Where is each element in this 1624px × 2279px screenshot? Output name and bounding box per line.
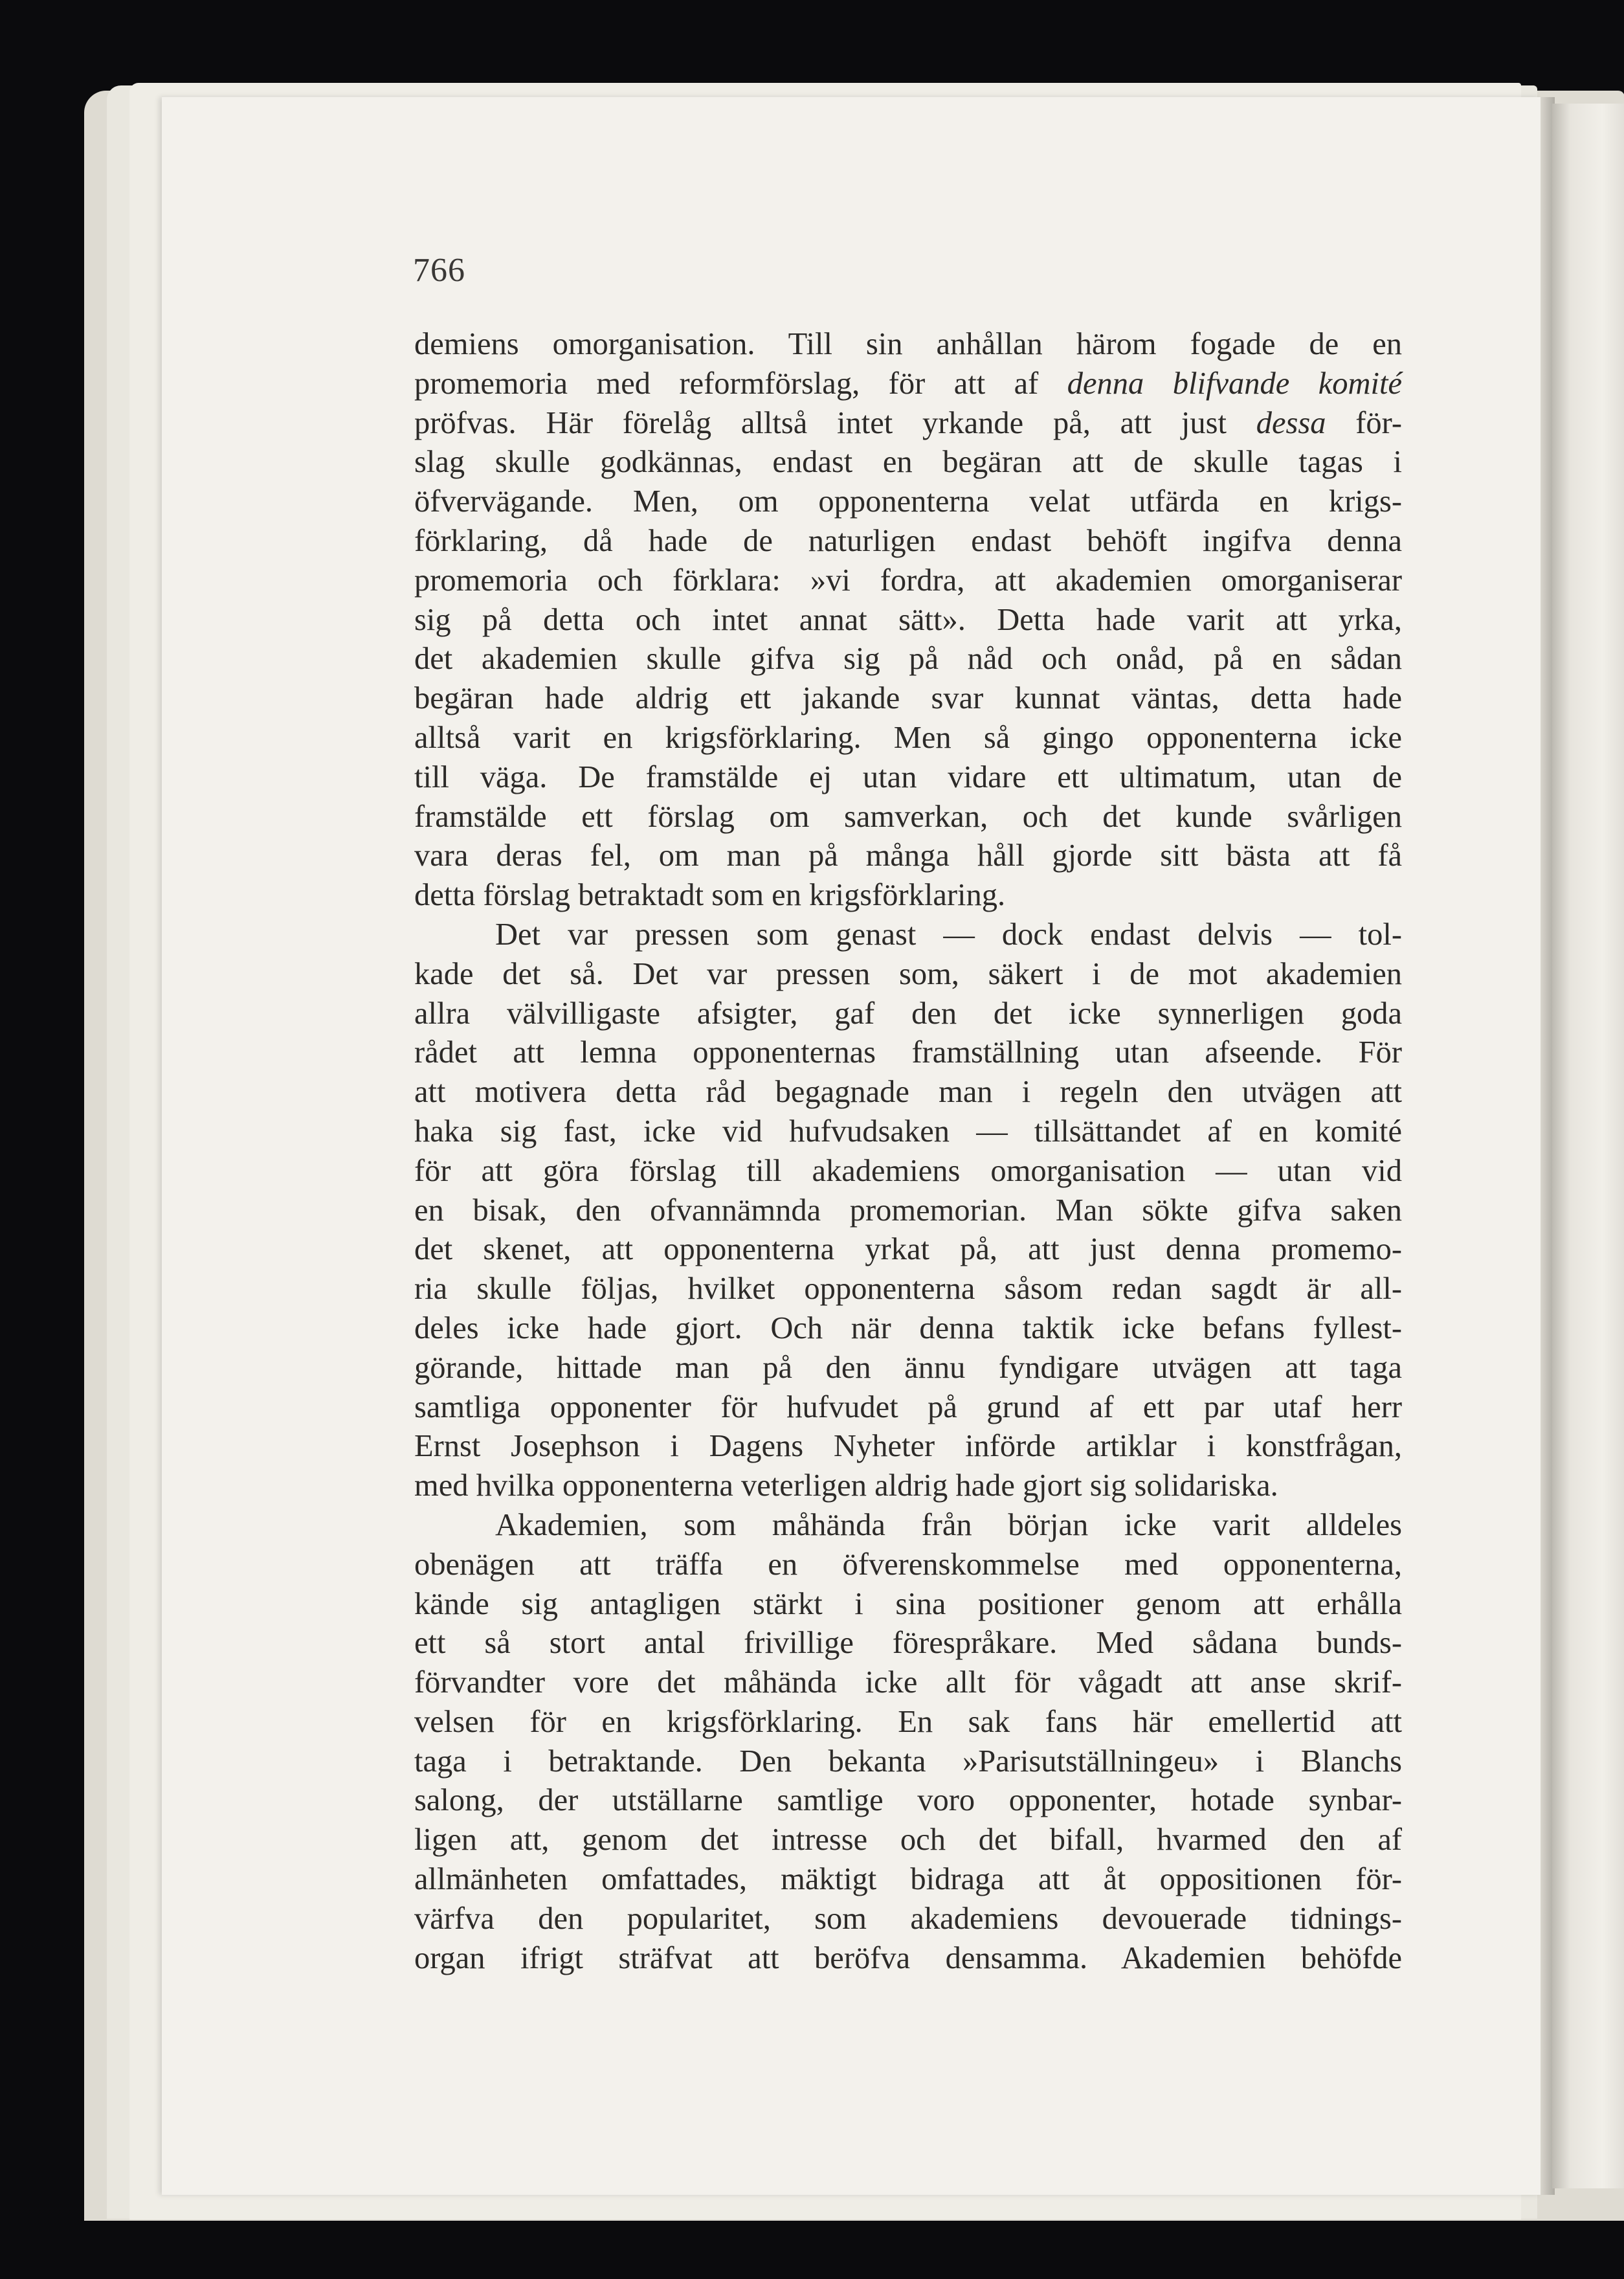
text-segment: obenägen att träffa en öfverenskommelse med opponenterna, bbox=[414, 1547, 1402, 1582]
text-line bbox=[414, 1506, 1402, 1545]
text-line bbox=[414, 955, 1402, 994]
text-line bbox=[414, 1033, 1402, 1073]
text-segment: kade det så. Det var pressen som, säkert i de mot akademien bbox=[414, 956, 1402, 991]
text-segment: ett så stort antal frivillige förespråkare. Med sådana bunds- bbox=[414, 1626, 1402, 1661]
text-segment: värfva den popularitet, som akademiens devouerade tidnings- bbox=[414, 1901, 1402, 1936]
facing-page-edge bbox=[1552, 104, 1624, 2188]
text-line bbox=[414, 1309, 1402, 1349]
text-segment: promemoria och förklara: »vi fordra, att akademien omorganiserar bbox=[414, 563, 1402, 598]
text-segment: pröfvas. Här förelåg alltså intet yrkande på, att just bbox=[414, 405, 1256, 440]
text-segment: att motivera detta råd begagnade man i regeln den utvägen att bbox=[414, 1075, 1402, 1110]
text-line bbox=[414, 915, 1402, 955]
text-segment: med hvilka opponenterna veterligen aldrig hade gjort sig solidariska. bbox=[414, 1468, 1278, 1503]
text-segment: alltså varit en krigsförklaring. Men så gingo opponenterna icke bbox=[414, 720, 1402, 755]
text-segment: Ernst Josephson i Dagens Nyheter införde artiklar i konstfrågan, bbox=[414, 1429, 1402, 1464]
text-segment: vara deras fel, om man på många håll gjorde sitt bästa att få bbox=[414, 838, 1402, 873]
text-segment: detta förslag betraktadt som en krigsförklaring. bbox=[414, 878, 1006, 913]
text-segment: allmänheten omfattades, mäktigt bidraga att åt oppositionen för- bbox=[414, 1862, 1402, 1897]
text-line bbox=[414, 1939, 1402, 1979]
text-line bbox=[414, 1860, 1402, 1900]
text-segment: en bisak, den ofvannämnda promemorian. Man sökte gifva saken bbox=[414, 1193, 1402, 1228]
text-segment: för- bbox=[1326, 405, 1402, 440]
text-line bbox=[414, 1742, 1402, 1782]
text-line bbox=[414, 1112, 1402, 1152]
text-line bbox=[414, 522, 1402, 561]
text-line bbox=[414, 640, 1402, 679]
italic-segment: denna blifvande komité bbox=[1067, 366, 1402, 401]
text-line bbox=[414, 561, 1402, 601]
text-segment: promemoria med reformförslag, för att af bbox=[414, 366, 1067, 401]
text-segment: öfvervägande. Men, om opponenterna velat utfärda en krigs- bbox=[414, 484, 1402, 519]
text-segment: görande, hittade man på den ännu fyndigare utvägen att taga bbox=[414, 1350, 1402, 1385]
text-line bbox=[414, 482, 1402, 522]
text-line bbox=[414, 758, 1402, 798]
text-segment: ria skulle följas, hvilket opponenterna såsom redan sagdt är all- bbox=[414, 1272, 1402, 1307]
text-line bbox=[414, 325, 1402, 365]
text-segment: sig på detta och intet annat sätt». Detta hade varit att yrka, bbox=[414, 602, 1402, 637]
italic-segment: dessa bbox=[1256, 405, 1326, 440]
text-segment: deles icke hade gjort. Och när denna taktik icke befans fyllest- bbox=[414, 1310, 1402, 1345]
text-line bbox=[414, 1585, 1402, 1624]
text-line bbox=[414, 1230, 1402, 1270]
text-segment: demiens omorganisation. Till sin anhållan härom fogade de en bbox=[414, 327, 1402, 361]
text-line bbox=[414, 404, 1402, 443]
text-line bbox=[414, 1703, 1402, 1742]
text-segment: ligen att, genom det intresse och det bifall, hvarmed den af bbox=[414, 1823, 1402, 1858]
text-line bbox=[414, 1466, 1402, 1506]
text-segment: haka sig fast, icke vid hufvudsaken — tillsättandet af en komité bbox=[414, 1114, 1402, 1149]
text-segment: för att göra förslag till akademiens omorganisation — utan vid bbox=[414, 1153, 1402, 1188]
text-line bbox=[414, 994, 1402, 1034]
text-line bbox=[414, 1821, 1402, 1860]
text-segment: till väga. De framstälde ej utan vidare ett ultimatum, utan de bbox=[414, 759, 1402, 794]
text-segment: förklaring, då hade de naturligen endast behöft ingifva denna bbox=[414, 523, 1402, 558]
text-line bbox=[414, 1545, 1402, 1585]
text-line bbox=[414, 443, 1402, 482]
text-segment: framstälde ett förslag om samverkan, och det kunde svårligen bbox=[414, 799, 1402, 834]
text-segment: rådet att lemna opponenternas framställning utan afseende. För bbox=[414, 1035, 1402, 1070]
text-line bbox=[414, 1152, 1402, 1191]
text-segment: samtliga opponenter för hufvudet på grund af ett par utaf herr bbox=[414, 1389, 1402, 1424]
page-number: 766 bbox=[413, 252, 465, 289]
text-segment: förvandter vore det måhända icke allt för vågadt att anse skrif- bbox=[414, 1665, 1402, 1700]
text-segment: taga i betraktande. Den bekanta »Parisutställningeu» i Blanchs bbox=[414, 1744, 1402, 1779]
text-line bbox=[414, 1349, 1402, 1388]
text-line bbox=[414, 1900, 1402, 1939]
text-segment: velsen för en krigsförklaring. En sak fans här emellertid att bbox=[414, 1704, 1402, 1739]
text-line bbox=[414, 798, 1402, 837]
text-line bbox=[414, 1624, 1402, 1663]
text-line bbox=[414, 1781, 1402, 1821]
text-segment: Akademien, som måhända från början icke varit alldeles bbox=[495, 1507, 1402, 1542]
text-line bbox=[414, 1270, 1402, 1309]
text-line bbox=[414, 719, 1402, 758]
text-line bbox=[414, 876, 1402, 915]
text-segment: slag skulle godkännas, endast en begäran att de skulle tagas i bbox=[414, 445, 1402, 480]
text-line bbox=[414, 679, 1402, 719]
text-line bbox=[414, 365, 1402, 404]
text-segment: allra välvilligaste afsigter, gaf den det icke synnerligen goda bbox=[414, 996, 1402, 1031]
text-line bbox=[414, 1073, 1402, 1112]
text-line bbox=[414, 836, 1402, 876]
text-line bbox=[414, 1663, 1402, 1703]
text-segment: begäran hade aldrig ett jakande svar kunnat väntas, detta hade bbox=[414, 681, 1402, 716]
text-segment: det skenet, att opponenterna yrkat på, att just denna promemo- bbox=[414, 1232, 1402, 1267]
text-line bbox=[414, 1191, 1402, 1231]
text-segment: Det var pressen som genast — dock endast delvis — tol- bbox=[495, 917, 1402, 952]
text-line bbox=[414, 1427, 1402, 1466]
text-segment: organ ifrigt sträfvat att beröfva densamma. Akademien behöfde bbox=[414, 1940, 1402, 1975]
body-text bbox=[414, 325, 1402, 1978]
text-line bbox=[414, 601, 1402, 640]
text-segment: kände sig antagligen stärkt i sina positioner genom att erhålla bbox=[414, 1586, 1402, 1621]
text-segment: det akademien skulle gifva sig på nåd och onåd, på en sådan bbox=[414, 642, 1402, 677]
text-line bbox=[414, 1388, 1402, 1428]
text-segment: salong, der utställarne samtlige voro opponenter, hotade synbar- bbox=[414, 1783, 1402, 1818]
